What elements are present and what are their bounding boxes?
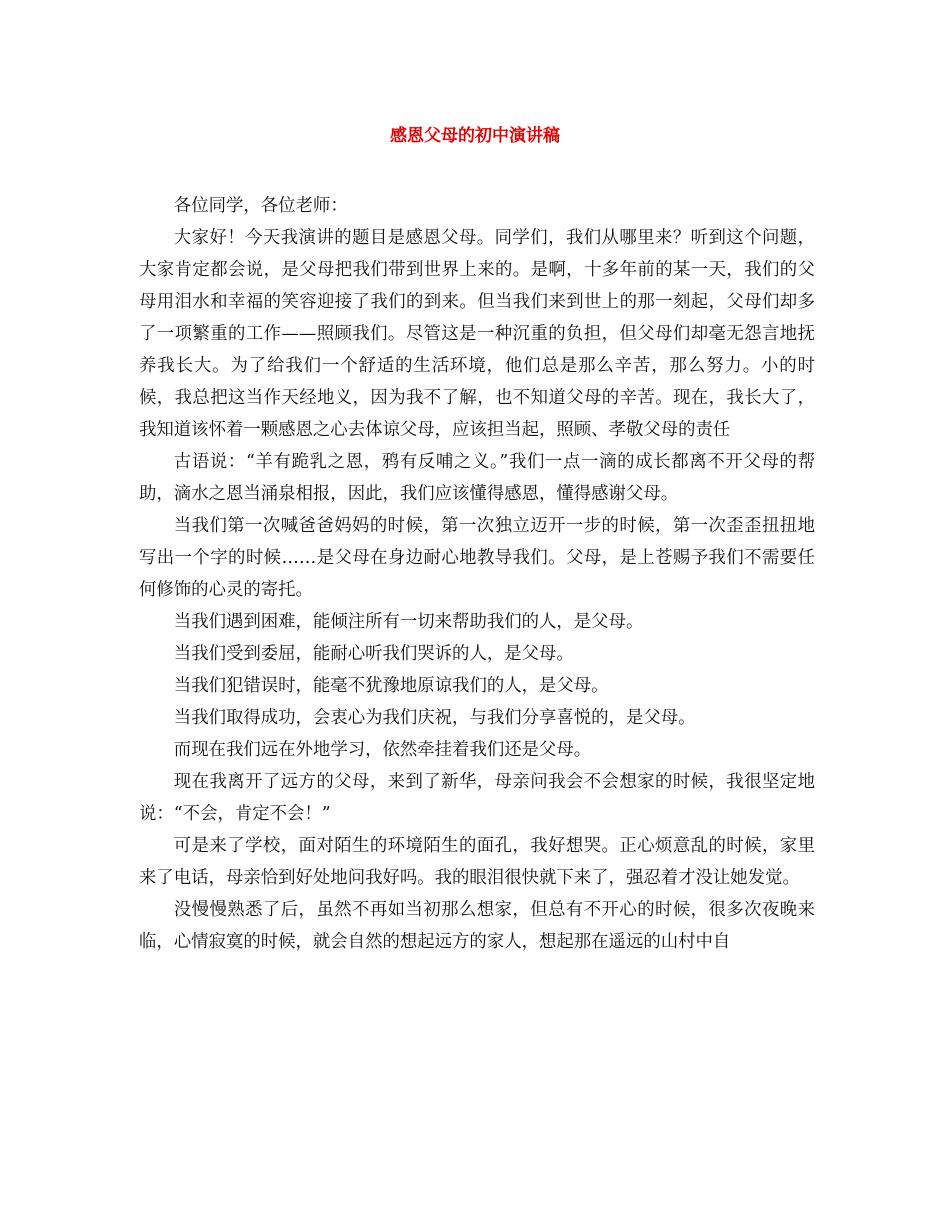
paragraph: 没慢慢熟悉了后，虽然不再如当初那么想家，但总有不开心的时候，很多次夜晚来临，心情寂寞的时候，就会自然的想起远方的家人，想起那在遥远的山村中自: [139, 900, 815, 952]
paragraph: 当我们遇到困难，能倾注所有一切来帮助我们的人，是父母。: [173, 612, 644, 632]
document-title: 感恩父母的初中演讲稿: [390, 126, 560, 146]
paragraph: 古语说：“羊有跪乳之恩，鸦有反哺之义。”我们一点一滴的成长都离不开父母的帮助，滴水之恩当涌泉相报，因此，我们应该懂得感恩，懂得感谢父母。: [139, 452, 815, 504]
paragraph: 当我们第一次喊爸爸妈妈的时候，第一次独立迈开一步的时候，第一次歪歪扭扭地写出一个字的时候……是父母在身边耐心地教导我们。父母，是上苍赐予我们不需要任何修饰的心灵的寄托。: [139, 516, 815, 600]
paragraph: 现在我离开了远方的父母，来到了新华，母亲问我会不会想家的时候，我很坚定地说：“不会，肯定不会！”: [139, 772, 815, 824]
paragraph: 当我们受到委屈，能耐心听我们哭诉的人，是父母。: [173, 644, 574, 664]
paragraph: 而现在我们远在外地学习，依然牵挂着我们还是父母。: [173, 740, 592, 760]
document-body: [139, 190, 815, 958]
paragraph: 当我们取得成功，会衷心为我们庆祝，与我们分享喜悦的，是父母。: [173, 708, 696, 728]
paragraph: 各位同学，各位老师：: [173, 196, 348, 216]
paragraph: 大家好！今天我演讲的题目是感恩父母。同学们，我们从哪里来？听到这个问题，大家肯定都会说，是父母把我们带到世界上来的。是啊，十多年前的某一天，我们的父母用泪水和幸福的笑容迎接了我们的到来。但当我们来到世上的那一刻起，父母们却多了一项繁重的工作——照顾我们。尽管这是一种沉重的负担，但父母们却毫无怨言地抚养我长大。为了给我们一个舒适的生活环境，他们总是那么辛苦，那么努力。小的时候，我总把这当作天经地义，因为我不了解，也不知道父母的辛苦。现在，我长大了，我知道该怀着一颗感恩之心去体谅父母，应该担当起，照顾、孝敬父母的责任: [139, 228, 815, 440]
paragraph: 可是来了学校，面对陌生的环境陌生的面孔，我好想哭。正心烦意乱的时候，家里来了电话，母亲恰到好处地问我好吗。我的眼泪很快就下来了，强忍着才没让她发觉。: [139, 836, 815, 888]
paragraph: 当我们犯错误时，能毫不犹豫地原谅我们的人，是父母。: [173, 676, 609, 696]
